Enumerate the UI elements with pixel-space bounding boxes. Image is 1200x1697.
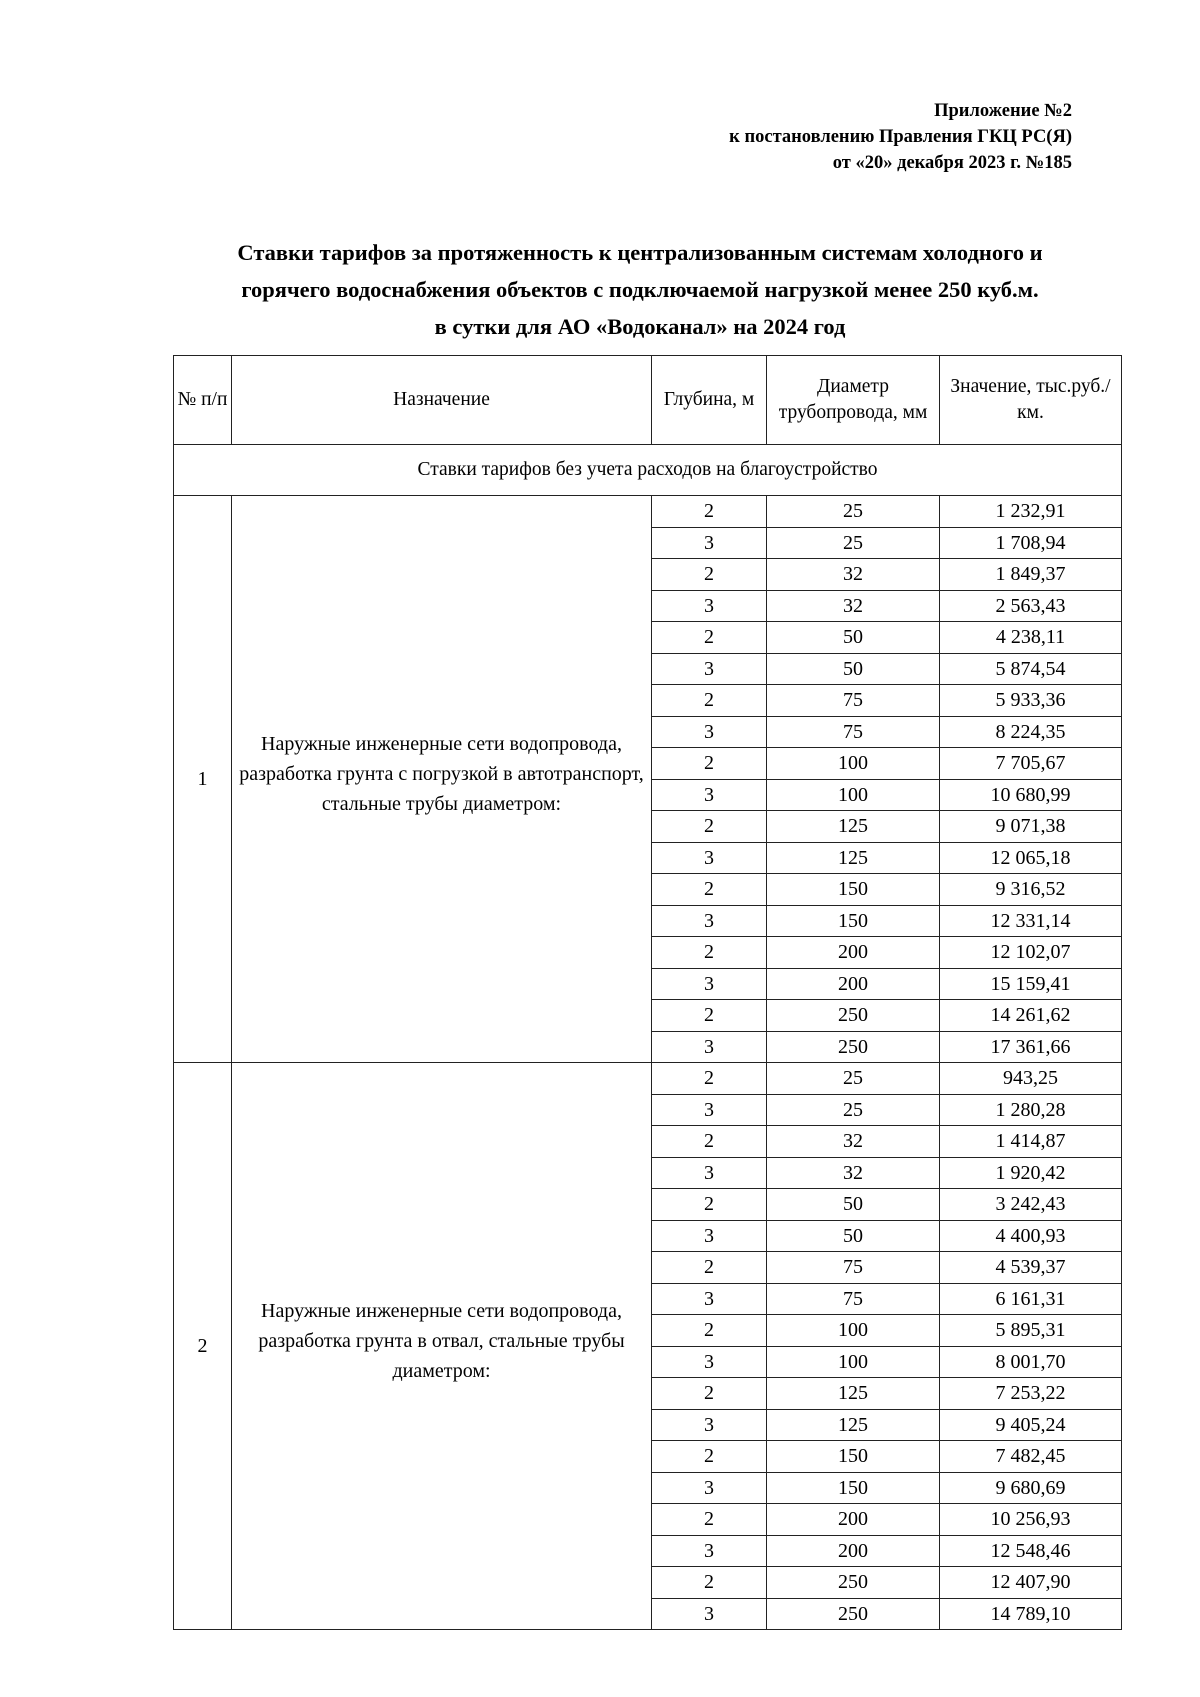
value-cell: 8 224,35: [940, 716, 1122, 748]
depth-cell: 3: [652, 590, 767, 622]
appendix-reference: [729, 98, 1072, 176]
value-cell: 7 705,67: [940, 748, 1122, 780]
depth-cell: 3: [652, 1409, 767, 1441]
value-cell: 4 400,93: [940, 1220, 1122, 1252]
depth-cell: 2: [652, 1252, 767, 1284]
diameter-cell: 75: [767, 1252, 940, 1284]
value-cell: 1 849,37: [940, 559, 1122, 591]
depth-cell: 2: [652, 1441, 767, 1473]
diameter-cell: 250: [767, 1598, 940, 1630]
depth-cell: 3: [652, 968, 767, 1000]
value-cell: 3 242,43: [940, 1189, 1122, 1221]
diameter-cell: 150: [767, 874, 940, 906]
depth-cell: 2: [652, 559, 767, 591]
value-cell: 1 708,94: [940, 527, 1122, 559]
table-row: [174, 1063, 1122, 1095]
diameter-cell: 150: [767, 905, 940, 937]
diameter-cell: 50: [767, 622, 940, 654]
title-line-2: горячего водоснабжения объектов с подключаемой нагрузкой менее 250 куб.м.: [241, 277, 1039, 302]
value-cell: 14 261,62: [940, 1000, 1122, 1032]
appendix-line-2: к постановлению Правления ГКЦ РС(Я): [729, 127, 1072, 147]
header-purpose: Назначение: [232, 356, 652, 445]
depth-cell: 2: [652, 1315, 767, 1347]
value-cell: 6 161,31: [940, 1283, 1122, 1315]
depth-cell: 3: [652, 1598, 767, 1630]
header-diameter: Диаметр трубопровода, мм: [767, 356, 940, 445]
diameter-cell: 75: [767, 1283, 940, 1315]
depth-cell: 2: [652, 1063, 767, 1095]
depth-cell: 2: [652, 937, 767, 969]
diameter-cell: 25: [767, 1094, 940, 1126]
value-cell: 1 280,28: [940, 1094, 1122, 1126]
value-cell: 17 361,66: [940, 1031, 1122, 1063]
diameter-cell: 32: [767, 559, 940, 591]
depth-cell: 3: [652, 905, 767, 937]
value-cell: 5 874,54: [940, 653, 1122, 685]
value-cell: 8 001,70: [940, 1346, 1122, 1378]
table-header-row: [174, 356, 1122, 445]
depth-cell: 2: [652, 496, 767, 528]
appendix-line-3: от «20» декабря 2023 г. №185: [832, 153, 1072, 173]
diameter-cell: 200: [767, 1504, 940, 1536]
header-value: Значение, тыс.руб./км.: [940, 356, 1122, 445]
value-cell: 4 539,37: [940, 1252, 1122, 1284]
group-purpose-text: Наружные инженерные сети водопровода, разработка грунта в отвал, стальные трубы диаметром:: [258, 1300, 625, 1382]
value-cell: 4 238,11: [940, 622, 1122, 654]
depth-cell: 3: [652, 527, 767, 559]
diameter-cell: 50: [767, 653, 940, 685]
value-cell: 10 680,99: [940, 779, 1122, 811]
table-row: [174, 496, 1122, 528]
value-cell: 15 159,41: [940, 968, 1122, 1000]
depth-cell: 3: [652, 1283, 767, 1315]
diameter-cell: 100: [767, 779, 940, 811]
depth-cell: 2: [652, 748, 767, 780]
diameter-cell: 32: [767, 1157, 940, 1189]
value-cell: 12 407,90: [940, 1567, 1122, 1599]
depth-cell: 3: [652, 842, 767, 874]
title-line-1: Ставки тарифов за протяженность к централизованным системам холодного и: [237, 240, 1043, 265]
diameter-cell: 250: [767, 1567, 940, 1599]
diameter-cell: 50: [767, 1220, 940, 1252]
appendix-line-1: Приложение №2: [934, 101, 1072, 121]
value-cell: 12 548,46: [940, 1535, 1122, 1567]
value-cell: 5 895,31: [940, 1315, 1122, 1347]
diameter-cell: 25: [767, 527, 940, 559]
depth-cell: 2: [652, 685, 767, 717]
diameter-cell: 100: [767, 1346, 940, 1378]
depth-cell: 3: [652, 1472, 767, 1504]
depth-cell: 2: [652, 1126, 767, 1158]
value-cell: 9 405,24: [940, 1409, 1122, 1441]
diameter-cell: 100: [767, 748, 940, 780]
title-line-3: в сутки для АО «Водоканал» на 2024 год: [434, 314, 846, 339]
depth-cell: 2: [652, 1189, 767, 1221]
depth-cell: 2: [652, 622, 767, 654]
value-cell: 14 789,10: [940, 1598, 1122, 1630]
depth-cell: 2: [652, 1378, 767, 1410]
depth-cell: 3: [652, 1535, 767, 1567]
depth-cell: 2: [652, 1000, 767, 1032]
diameter-cell: 125: [767, 811, 940, 843]
value-cell: 1 232,91: [940, 496, 1122, 528]
group-purpose: [232, 496, 652, 1063]
diameter-cell: 250: [767, 1031, 940, 1063]
header-depth: Глубина, м: [652, 356, 767, 445]
header-num: № п/п: [174, 356, 232, 445]
value-cell: 943,25: [940, 1063, 1122, 1095]
depth-cell: 3: [652, 653, 767, 685]
diameter-cell: 50: [767, 1189, 940, 1221]
group-number: 1: [174, 496, 232, 1063]
value-cell: 10 256,93: [940, 1504, 1122, 1536]
value-cell: 12 102,07: [940, 937, 1122, 969]
depth-cell: 3: [652, 716, 767, 748]
depth-cell: 3: [652, 1157, 767, 1189]
group-purpose-text: Наружные инженерные сети водопровода, разработка грунта с погрузкой в автотранспорт, стальные трубы диаметром:: [239, 733, 644, 815]
value-cell: 7 253,22: [940, 1378, 1122, 1410]
depth-cell: 3: [652, 1094, 767, 1126]
diameter-cell: 32: [767, 1126, 940, 1158]
depth-cell: 3: [652, 1346, 767, 1378]
depth-cell: 3: [652, 1220, 767, 1252]
value-cell: 12 065,18: [940, 842, 1122, 874]
depth-cell: 2: [652, 874, 767, 906]
value-cell: 2 563,43: [940, 590, 1122, 622]
diameter-cell: 25: [767, 496, 940, 528]
diameter-cell: 200: [767, 1535, 940, 1567]
depth-cell: 2: [652, 1567, 767, 1599]
diameter-cell: 32: [767, 590, 940, 622]
diameter-cell: 75: [767, 716, 940, 748]
diameter-cell: 125: [767, 1378, 940, 1410]
value-cell: 9 680,69: [940, 1472, 1122, 1504]
diameter-cell: 100: [767, 1315, 940, 1347]
value-cell: 9 316,52: [940, 874, 1122, 906]
depth-cell: 2: [652, 811, 767, 843]
diameter-cell: 150: [767, 1441, 940, 1473]
diameter-cell: 250: [767, 1000, 940, 1032]
value-cell: 12 331,14: [940, 905, 1122, 937]
diameter-cell: 150: [767, 1472, 940, 1504]
tariff-table: [173, 355, 1122, 1630]
depth-cell: 3: [652, 1031, 767, 1063]
diameter-cell: 125: [767, 842, 940, 874]
diameter-cell: 200: [767, 968, 940, 1000]
section-title: Ставки тарифов без учета расходов на благоустройство: [174, 445, 1122, 496]
depth-cell: 3: [652, 779, 767, 811]
diameter-cell: 25: [767, 1063, 940, 1095]
value-cell: 7 482,45: [940, 1441, 1122, 1473]
value-cell: 1 414,87: [940, 1126, 1122, 1158]
group-purpose: [232, 1063, 652, 1630]
group-number: 2: [174, 1063, 232, 1630]
diameter-cell: 75: [767, 685, 940, 717]
depth-cell: 2: [652, 1504, 767, 1536]
diameter-cell: 125: [767, 1409, 940, 1441]
value-cell: 1 920,42: [940, 1157, 1122, 1189]
value-cell: 5 933,36: [940, 685, 1122, 717]
document-title: [160, 234, 1120, 345]
diameter-cell: 200: [767, 937, 940, 969]
value-cell: 9 071,38: [940, 811, 1122, 843]
section-row: [174, 445, 1122, 496]
